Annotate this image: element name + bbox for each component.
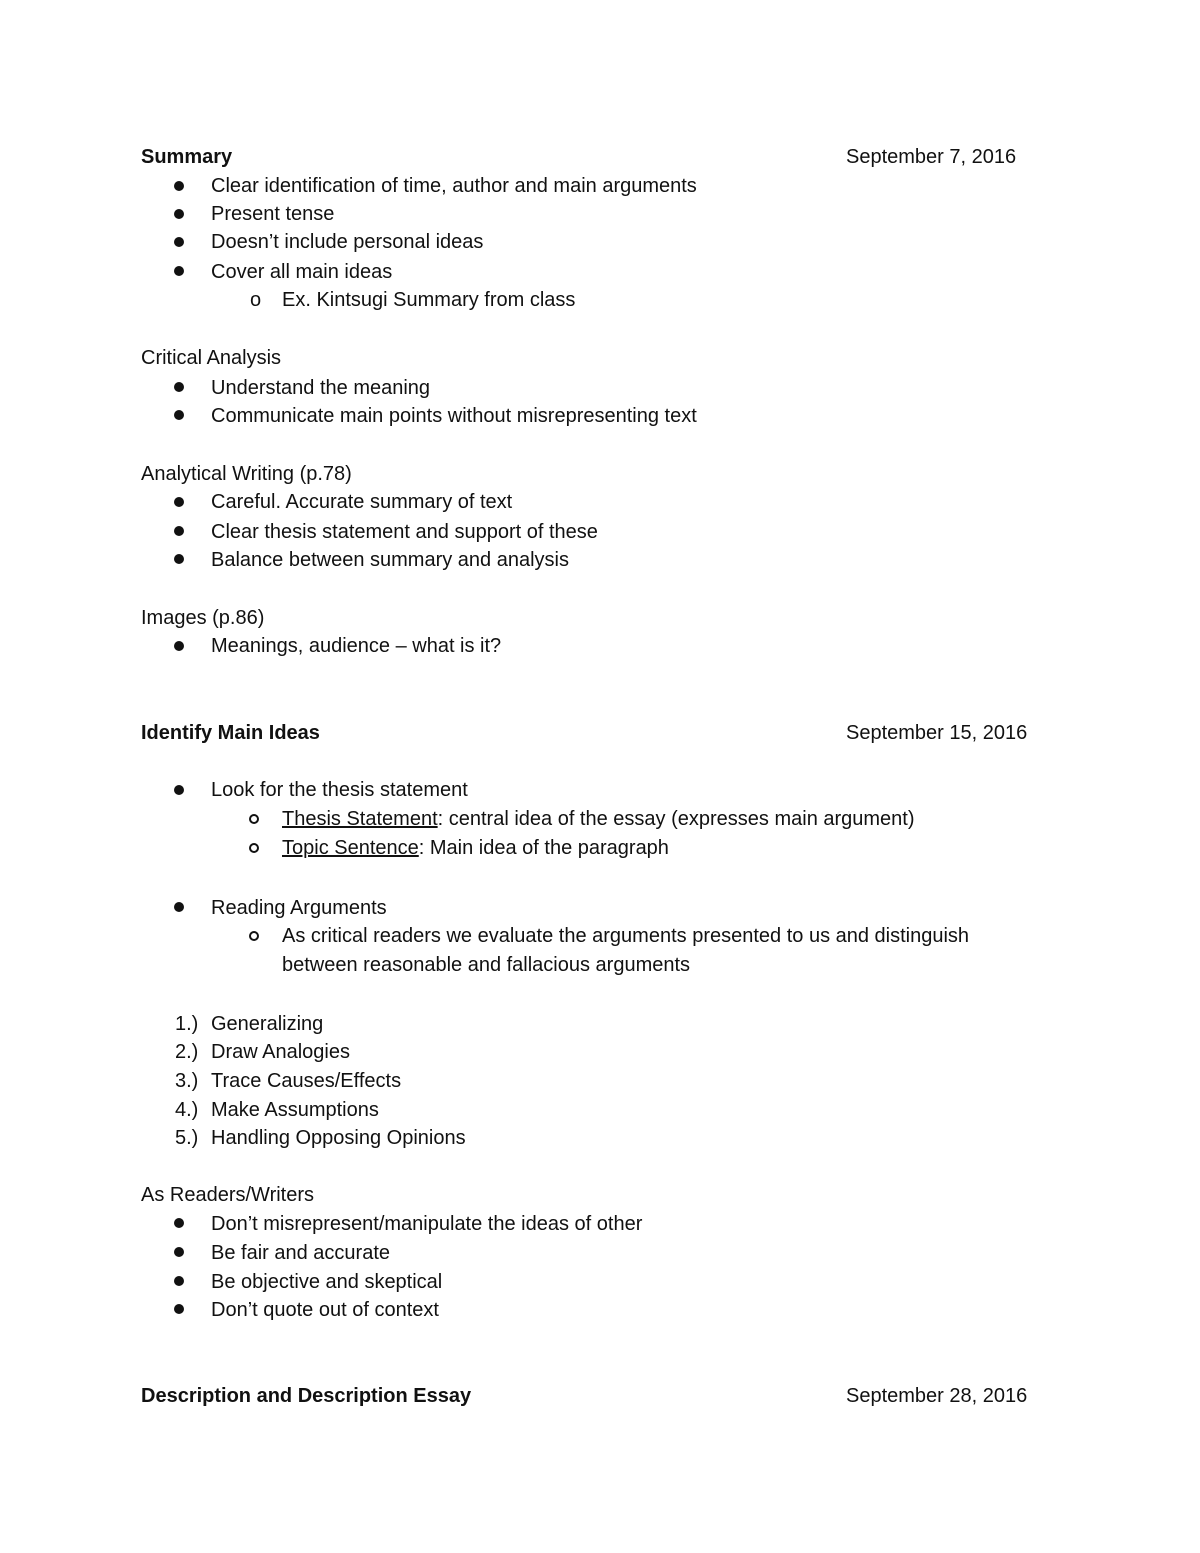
sub-bullet-icon bbox=[249, 814, 259, 824]
sub-bullet-icon bbox=[249, 843, 259, 853]
list-item: Meanings, audience – what is it? bbox=[211, 635, 502, 657]
section-title-summary: Summary bbox=[141, 146, 233, 168]
bullet-icon bbox=[174, 266, 184, 276]
bullet-icon bbox=[174, 902, 184, 912]
thesis-statement-definition: : central idea of the essay (expresses main argument) bbox=[437, 808, 915, 830]
bullet-icon bbox=[174, 1218, 184, 1228]
numbered-item: Make Assumptions bbox=[211, 1099, 379, 1121]
numbered-item: Handling Opposing Opinions bbox=[211, 1127, 466, 1149]
list-number: 2.) bbox=[175, 1041, 199, 1063]
thesis-statement-term: Thesis Statement bbox=[282, 808, 438, 830]
list-item: Understand the meaning bbox=[211, 377, 431, 399]
list-item: Reading Arguments bbox=[211, 897, 387, 919]
list-item: Don’t misrepresent/manipulate the ideas of other bbox=[211, 1213, 643, 1235]
bullet-icon bbox=[174, 209, 184, 219]
topic-sentence-definition: : Main idea of the paragraph bbox=[418, 837, 669, 859]
section-title-readers-writers: As Readers/Writers bbox=[141, 1184, 315, 1206]
bullet-icon bbox=[174, 526, 184, 536]
bullet-icon bbox=[174, 181, 184, 191]
list-item: Doesn’t include personal ideas bbox=[211, 231, 484, 253]
topic-sentence-term: Topic Sentence bbox=[282, 837, 419, 859]
list-item: Communicate main points without misrepresenting text bbox=[211, 405, 697, 427]
list-item: Don’t quote out of context bbox=[211, 1299, 439, 1321]
list-item: Be fair and accurate bbox=[211, 1242, 390, 1264]
list-item: Cover all main ideas bbox=[211, 261, 393, 283]
bullet-icon bbox=[174, 785, 184, 795]
section-title-description: Description and Description Essay bbox=[141, 1385, 472, 1407]
bullet-icon bbox=[174, 497, 184, 507]
sub-bullet-icon bbox=[249, 931, 259, 941]
sub-list-item-topic bbox=[282, 836, 669, 860]
list-item: Look for the thesis statement bbox=[211, 779, 468, 801]
sub-list-item: As critical readers we evaluate the arguments presented to us and distinguish bbox=[282, 925, 970, 947]
numbered-item: Trace Causes/Effects bbox=[211, 1070, 402, 1092]
list-number: 3.) bbox=[175, 1070, 199, 1092]
list-item: Be objective and skeptical bbox=[211, 1271, 443, 1293]
bullet-icon bbox=[174, 554, 184, 564]
list-number: 4.) bbox=[175, 1099, 199, 1121]
sub-list-item-thesis bbox=[282, 807, 915, 831]
bullet-icon bbox=[174, 1276, 184, 1286]
numbered-item: Draw Analogies bbox=[211, 1041, 350, 1063]
numbered-item: Generalizing bbox=[211, 1013, 324, 1035]
bullet-icon bbox=[174, 410, 184, 420]
sub-list-item-continued: between reasonable and fallacious arguments bbox=[282, 954, 691, 976]
list-item: Present tense bbox=[211, 203, 335, 225]
list-item: Clear thesis statement and support of these bbox=[211, 521, 598, 543]
section-title-identify-main-ideas: Identify Main Ideas bbox=[141, 722, 320, 744]
sub-list-item: Ex. Kintsugi Summary from class bbox=[282, 289, 576, 311]
sub-bullet-icon: o bbox=[250, 289, 262, 311]
date-identify-main-ideas: September 15, 2016 bbox=[846, 722, 1028, 744]
bullet-icon bbox=[174, 382, 184, 392]
bullet-icon bbox=[174, 1247, 184, 1257]
list-item: Careful. Accurate summary of text bbox=[211, 491, 513, 513]
list-number: 5.) bbox=[175, 1127, 199, 1149]
date-description: September 28, 2016 bbox=[846, 1385, 1028, 1407]
section-title-critical-analysis: Critical Analysis bbox=[141, 347, 282, 369]
section-title-analytical-writing: Analytical Writing (p.78) bbox=[141, 463, 352, 485]
bullet-icon bbox=[174, 641, 184, 651]
list-number: 1.) bbox=[175, 1013, 199, 1035]
list-item: Balance between summary and analysis bbox=[211, 549, 569, 571]
section-title-images: Images (p.86) bbox=[141, 607, 265, 629]
bullet-icon bbox=[174, 237, 184, 247]
date-summary: September 7, 2016 bbox=[846, 146, 1017, 168]
bullet-icon bbox=[174, 1304, 184, 1314]
list-item: Clear identification of time, author and main arguments bbox=[211, 175, 697, 197]
